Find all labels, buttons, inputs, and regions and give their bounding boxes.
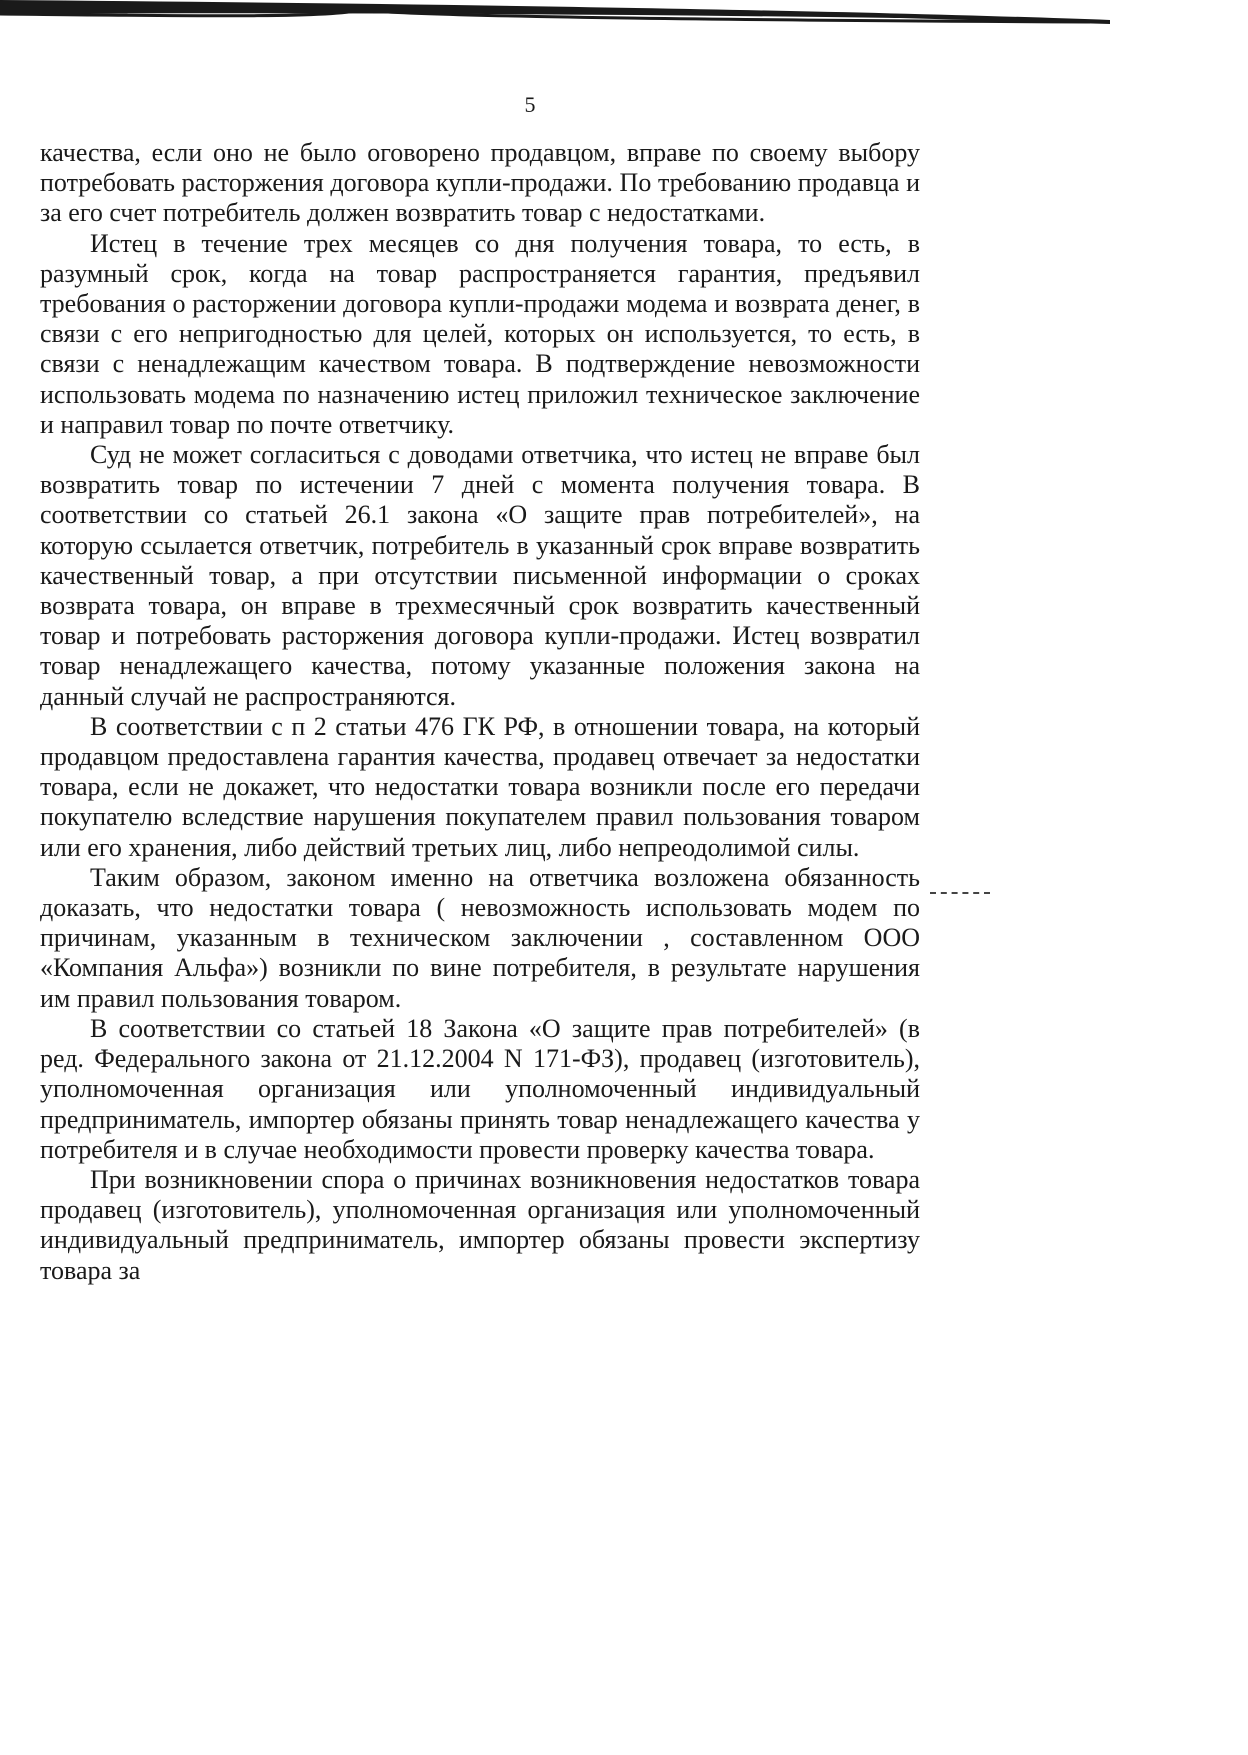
paragraph: Истец в течение трех месяцев со дня получения товара, то есть, в разумный срок, когда на товар распространяется гарантия, предъявил требования о расторжении договора купли-продажи модема и возврата денег, в связи с его непригодностью для целей, которых он используется, то есть, в связи с ненадлежащим качеством товара. В подтверждение невозможности использовать модема по назначению истец приложил техническое заключение и направил товар по почте ответчику.	[40, 228, 920, 439]
page-number: 5	[524, 92, 536, 117]
paragraph: При возникновении спора о причинах возникновения недостатков товара продавец (изготовитель), уполномоченная организация или уполномоченный индивидуальный предприниматель, импортер обязаны провести экспертизу товара за	[40, 1164, 920, 1285]
scan-edge-artifact	[0, 0, 1248, 40]
stray-pen-mark	[930, 892, 990, 894]
paragraph: В соответствии с п 2 статьи 476 ГК РФ, в отношении товара, на который продавцом предоставлена гарантия качества, продавец отвечает за недостатки товара, если не докажет, что недостатки товара возникли после его передачи покупателю вследствие нарушения покупателем правил пользования товаром или его хранения, либо действий третьих лиц, либо непреодолимой силы.	[40, 711, 920, 862]
paragraph: Суд не может согласиться с доводами ответчика, что истец не вправе был возвратить товар по истечении 7 дней с момента получения товара. В соответствии со статьей 26.1 закона «О защите прав потребителей», на которую ссылается ответчик, потребитель в указанный срок вправе возвратить качественный товар, а при отсутствии письменной информации о сроках возврата товара, он вправе в трехмесячный срок возвратить качественный товар и потребовать расторжения договора купли-продажи. Истец возвратил товар ненадлежащего качества, потому указанные положения закона на данный случай не распространяются.	[40, 440, 920, 711]
paragraph: В соответствии со статьей 18 Закона «О защите прав потребителей» (в ред. Федерального закона от 21.12.2004 N 171-ФЗ), продавец (изготовитель), уполномоченная организация или уполномоченный индивидуальный предприниматель, импортер обязаны принять товар ненадлежащего качества у потребителя и в случае необходимости провести проверку качества товара.	[40, 1013, 920, 1164]
paragraph: Таким образом, законом именно на ответчика возложена обязанность доказать, что недостатки товара ( невозможность использовать модем по причинам, указанным в техническом заключении , составленном ООО «Компания Альфа») возникли по вине потребителя, в результате нарушения им правил пользования товаром.	[40, 862, 920, 1013]
paragraph: качества, если оно не было оговорено продавцом, вправе по своему выбору потребовать расторжения договора купли-продажи. По требованию продавца и за его счет потребитель должен возвратить товар с недостатками.	[40, 138, 920, 228]
document-body	[40, 138, 920, 1286]
